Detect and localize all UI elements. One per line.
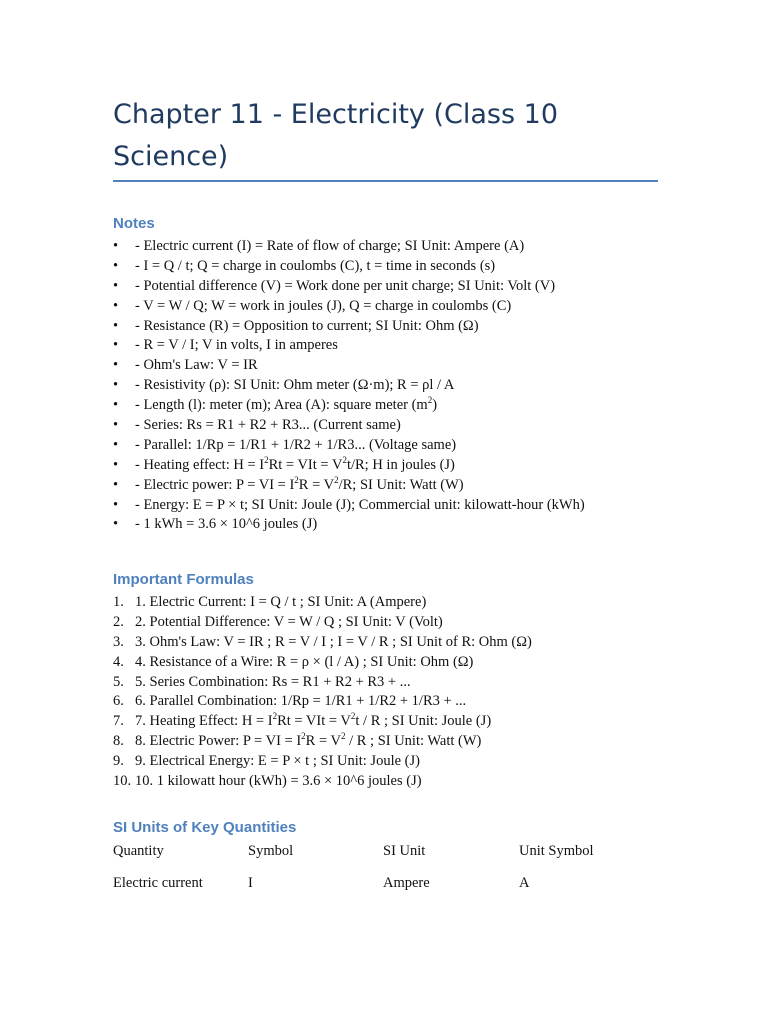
si-units-table [113, 840, 658, 894]
formula-text: 10. 1 kilowatt hour (kWh) = 3.6 × 10^6 joules (J) [135, 773, 422, 790]
bullet-icon: • [113, 436, 119, 453]
bullet-icon: • [113, 397, 119, 414]
formula-text: 5. Series Combination: Rs = R1 + R2 + R3 + ... [135, 673, 411, 690]
table-header-row [113, 840, 658, 872]
list-number: 10. [113, 773, 132, 790]
formula-text: 3. Ohm's Law: V = IR ; R = V / I ; I = V / R ; SI Unit of R: Ohm (Ω) [135, 633, 532, 650]
note-text: - Heating effect: $H = I^2Rt$ = VIt = $V^2t/R$; H in joules (J) [135, 454, 455, 473]
list-number: 2. [113, 613, 124, 630]
bullet-icon: • [113, 417, 119, 434]
list-number: 1. [113, 594, 124, 610]
formula-text: 1. Electric Current: I = Q / t ; SI Unit: A (Ampere) [135, 594, 427, 610]
list-number: 5. [113, 673, 124, 690]
note-text: - Series: Rs = R1 + R2 + R3... (Current same) [135, 417, 401, 434]
formula-text: 9. Electrical Energy: E = P × t ; SI Unit: Joule (J) [135, 753, 420, 770]
column-header-si-unit: SI Unit [383, 843, 426, 859]
note-text: - V = W / Q; W = work in joules (J), Q = charge in coulombs (C) [135, 297, 512, 314]
list-number: 8. [113, 733, 124, 750]
bullet-icon: • [113, 257, 119, 274]
column-header-symbol: Symbol [248, 843, 294, 859]
bullet-icon: • [113, 377, 119, 394]
list-number: 4. [113, 653, 124, 670]
bullet-icon: • [113, 297, 119, 314]
list-number: 3. [113, 633, 124, 650]
note-text: - Resistivity (ρ): SI Unit: Ohm meter (Ω·m); R = ρl / A [135, 377, 455, 394]
column-header-quantity: Quantity [113, 843, 164, 859]
bullet-icon: • [113, 476, 119, 493]
page-title: Chapter 11 - Electricity (Class 10 Science) [113, 99, 558, 172]
note-text: - Electric current (I) = Rate of flow of charge; SI Unit: Ampere (A) [135, 238, 525, 254]
bullet-icon: • [113, 238, 119, 254]
si-units-heading: SI Units of Key Quantities [113, 819, 297, 836]
note-text: - R = V / I; V in volts, I in amperes [135, 337, 338, 354]
list-number: 9. [113, 753, 124, 770]
formula-text: 8. Electric Power: P = VI = $I^2R = V^2 / R$ ; SI Unit: Watt (W) [135, 731, 482, 750]
formula-text: 7. Heating Effect: $H = I^2Rt$ = VIt = $V^2t$ / R ; SI Unit: Joule (J) [135, 711, 492, 730]
bullet-icon: • [113, 357, 119, 374]
bullet-icon: • [113, 317, 119, 334]
table-row [113, 872, 658, 894]
bullet-icon: • [113, 337, 119, 354]
formula-text: 4. Resistance of a Wire: R = ρ × (l / A) ; SI Unit: Ohm (Ω) [135, 653, 474, 670]
note-text: - Ohm's Law: V = IR [135, 357, 258, 374]
table-cell: Electric current [113, 875, 203, 891]
list-number: 6. [113, 693, 124, 710]
table-cell: A [519, 875, 530, 891]
note-text: - Potential difference (V) = Work done per unit charge; SI Unit: Volt (V) [135, 277, 556, 294]
list-number: 7. [113, 713, 124, 730]
note-text: - Energy: E = P × t; SI Unit: Joule (J); Commercial unit: kilowatt-hour (kWh) [135, 496, 585, 513]
table-cell: I [248, 875, 253, 891]
notes-heading: Notes [113, 215, 155, 232]
formulas-heading: Important Formulas [113, 571, 254, 588]
formula-text: 6. Parallel Combination: 1/Rp = 1/R1 + 1/R2 + 1/R3 + ... [135, 693, 467, 710]
note-text: - Electric power: P = VI = $I^2R = V^2/R$; SI Unit: Watt (W) [135, 474, 464, 493]
bullet-icon: • [113, 277, 119, 294]
note-text: - Resistance (R) = Opposition to current; SI Unit: Ohm (Ω) [135, 317, 479, 334]
formula-text: 2. Potential Difference: V = W / Q ; SI Unit: V (Volt) [135, 613, 443, 630]
table-cell: Ampere [383, 875, 430, 891]
note-text: - Parallel: 1/Rp = 1/R1 + 1/R2 + 1/R3... (Voltage same) [135, 436, 457, 453]
note-text: - Length (l): meter (m); Area (A): square meter $(m^2)$ [135, 395, 438, 414]
note-text: - 1 kWh = 3.6 × 10^6 joules (J) [135, 516, 318, 533]
note-text: - I = Q / t; Q = charge in coulombs (C), t = time in seconds (s) [135, 257, 496, 274]
bullet-icon: • [113, 516, 119, 533]
title-divider [113, 180, 658, 182]
bullet-icon: • [113, 496, 119, 513]
bullet-icon: • [113, 456, 119, 473]
column-header-unit-symbol: Unit Symbol [519, 843, 594, 859]
